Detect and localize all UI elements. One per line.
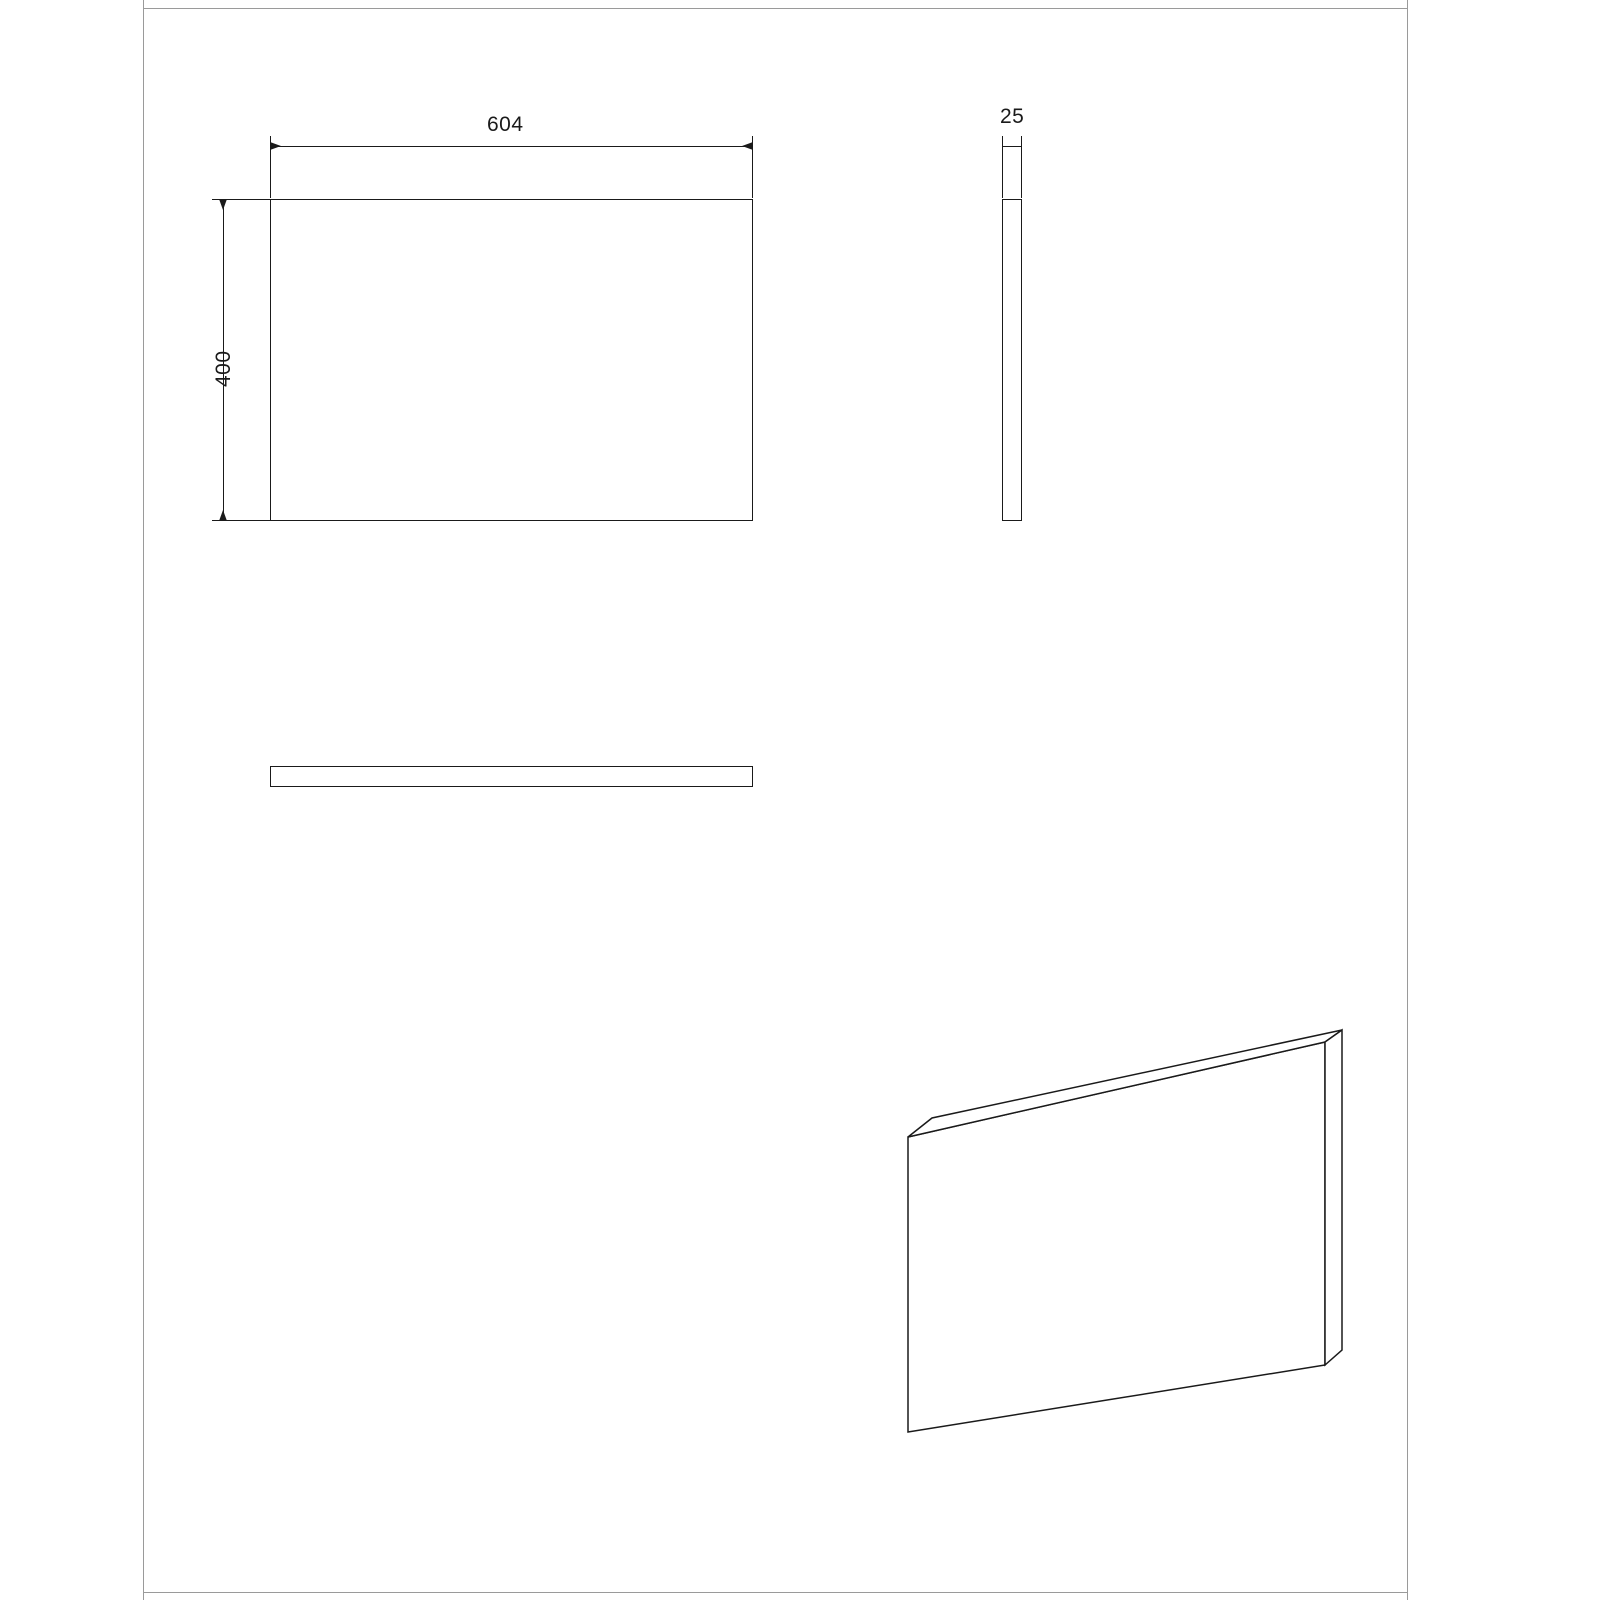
front-view-width-arrow-right [742, 142, 753, 150]
sheet-frame-bottom-edge [143, 1592, 1408, 1593]
isometric-front-face [908, 1042, 1325, 1432]
sheet-frame-top-edge [143, 8, 1408, 9]
front-view-width-label: 604 [487, 113, 524, 136]
front-view-height-label: 400 [212, 350, 235, 387]
sheet-frame-left-edge [143, 0, 144, 1600]
side-view-panel [1002, 199, 1022, 521]
isometric-side-face [1325, 1030, 1342, 1365]
side-view-thickness-label: 25 [1000, 105, 1025, 128]
front-view-height-arrow-bottom [219, 510, 227, 521]
top-view-panel [270, 766, 753, 787]
side-view-thickness-dimension-line [1002, 146, 1022, 147]
front-view-width-dimension-line [270, 146, 753, 147]
isometric-view [880, 1020, 1380, 1470]
front-view-height-arrow-top [219, 199, 227, 210]
sheet-frame-right-edge [1407, 0, 1408, 1600]
front-view-width-arrow-left [270, 142, 281, 150]
front-view-panel [270, 199, 753, 521]
